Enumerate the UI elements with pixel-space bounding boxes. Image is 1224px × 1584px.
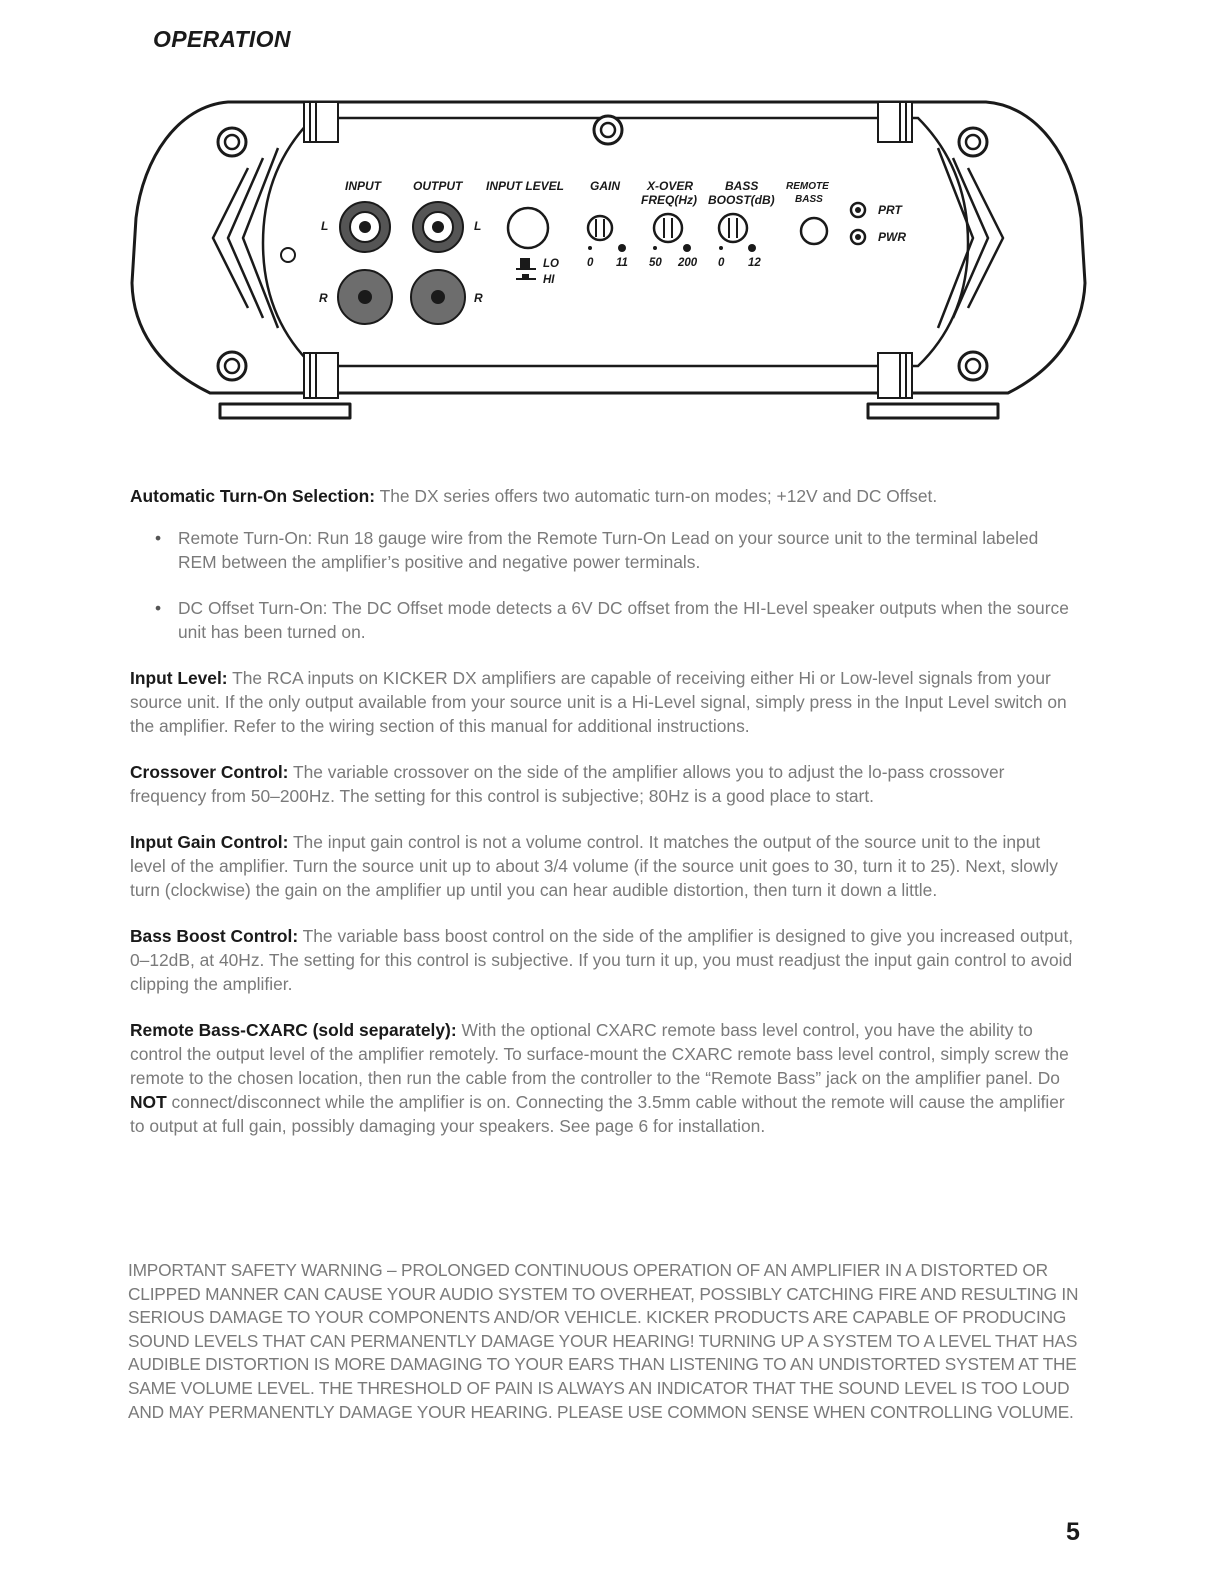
operation-text — [130, 484, 1075, 1138]
text-input-level: The RCA inputs on KICKER DX amplifiers are capable of receiving either Hi or Low-level signals from your source unit. If the only output available from your source unit is a Hi-Level signal, simply press in the Input Level switch on the amplifier. Refer to the wiring section of this manual for additional instructions. — [130, 668, 1067, 736]
label-pwr: PWR — [878, 230, 906, 244]
text-auto-turn-on: The DX series offers two automatic turn-on modes; +12V and DC Offset. — [375, 486, 938, 506]
term-remote-bass: Remote Bass-CXARC (sold separately): — [130, 1020, 457, 1040]
term-auto-turn-on: Automatic Turn-On Selection: — [130, 486, 376, 506]
text-remote-bass-1: With the optional CXARC remote bass level control, you have the ability to control the output level of the amplifier remotely. To surface-mount the CXARC remote bass level control, simply screw the remote to the chosen location, then run the cable from the controller to the “Remote Bass” jack on the amplifier panel. Do — [130, 1020, 1069, 1088]
label-bass: BASS — [725, 179, 759, 193]
gain-max-tick: 11 — [616, 257, 628, 269]
label-input-r: R — [319, 291, 328, 305]
term-input-gain: Input Gain Control: — [130, 832, 289, 852]
label-input-l: L — [321, 219, 329, 233]
label-remote-bass: BASS — [795, 194, 823, 205]
label-input: INPUT — [345, 179, 381, 193]
bass-max-tick: 12 — [748, 257, 761, 269]
label-xover: X-OVER — [647, 179, 694, 193]
bass-min-tick: 0 — [718, 257, 725, 269]
amplifier-panel-diagram — [128, 98, 1088, 428]
rca-input-right-jack[interactable] — [338, 270, 392, 324]
label-output-l: L — [474, 219, 482, 233]
rca-output-left-jack[interactable] — [413, 202, 463, 252]
label-boost-db: BOOST(dB) — [708, 193, 775, 207]
emphasis-not: NOT — [130, 1092, 167, 1112]
label-output: OUTPUT — [413, 179, 463, 193]
xover-max-tick: 200 — [678, 257, 698, 269]
rca-input-left-jack[interactable] — [340, 202, 390, 252]
text-remote-bass-2: connect/disconnect while the amplifier is on. Connecting the 3.5mm cable without the remote will cause the amplifier to output at full gain, possibly damaging your speakers. See page 6 for installation. — [130, 1092, 1065, 1136]
label-hi: HI — [543, 274, 555, 286]
turn-on-modes-list — [130, 526, 1075, 644]
label-prt: PRT — [878, 203, 902, 217]
text-crossover: The variable crossover on the side of the amplifier allows you to adjust the lo-pass crossover frequency from 50–200Hz. The setting for this control is subjective; 80Hz is a good place to start. — [130, 762, 1005, 806]
rca-output-right-jack[interactable] — [411, 270, 465, 324]
label-gain: GAIN — [590, 179, 620, 193]
term-crossover: Crossover Control: — [130, 762, 289, 782]
label-input-level: INPUT LEVEL — [486, 179, 565, 193]
term-bass-boost: Bass Boost Control: — [130, 926, 299, 946]
gain-min-tick: 0 — [587, 257, 594, 269]
paragraph-auto-turn-on — [130, 484, 1075, 508]
paragraph-input-level — [130, 666, 1075, 738]
section-title: OPERATION — [153, 26, 291, 52]
text-input-gain: The input gain control is not a volume control. It matches the output of the source unit to the input level of the amplifier. Turn the source unit up to about 3/4 volume (if the source unit goes to 30, turn it to 25). Next, slowly turn (clockwise) the gain on the amplifier up until you can hear audible distortion, then turn it down a little. — [130, 832, 1058, 900]
label-remote: REMOTE — [786, 181, 829, 192]
protect-led-icon — [851, 203, 865, 217]
label-lo: LO — [543, 258, 559, 270]
page-number: 5 — [1066, 1518, 1080, 1546]
input-level-switch[interactable] — [508, 208, 548, 248]
power-led-icon — [851, 230, 865, 244]
paragraph-bass-boost — [130, 924, 1075, 996]
paragraph-remote-bass — [130, 1018, 1075, 1138]
bullet-dc-offset-turn-on: • DC Offset Turn-On: The DC Offset mode detects a 6V DC offset from the HI-Level speaker outputs when the source unit has been turned on. — [178, 596, 1075, 644]
paragraph-crossover — [130, 760, 1075, 808]
xover-min-tick: 50 — [649, 257, 662, 269]
text-bass-boost: The variable bass boost control on the side of the amplifier is designed to give you increased output, 0–12dB, at 40Hz. The setting for this control is subjective. If you turn it up, you must readjust the input gain control to avoid clipping the amplifier. — [130, 926, 1074, 994]
label-freq-hz: FREQ(Hz) — [641, 193, 697, 207]
label-output-r: R — [474, 291, 483, 305]
remote-bass-jack[interactable] — [801, 218, 827, 244]
bullet-remote-turn-on: • Remote Turn-On: Run 18 gauge wire from the Remote Turn-On Lead on your source unit to the terminal labeled REM between the amplifier’s positive and negative power terminals. — [178, 526, 1075, 574]
safety-warning: IMPORTANT SAFETY WARNING – PROLONGED CONTINUOUS OPERATION OF AN AMPLIFIER IN A DISTORTED OR CLIPPED MANNER CAN CAUSE YOUR AUDIO SYSTEM TO OVERHEAT, POSSIBLY CATCHING FIRE AND RESULTING IN SERIOUS DAMAGE TO YOUR COMPONENTS AND/OR VEHICLE. KICKER PRODUCTS ARE CAPABLE OF PRODUCING SOUND LEVELS THAT CAN PERMANENTLY DAMAGE YOUR HEARING! TURNING UP A SYSTEM TO A LEVEL THAT HAS AUDIBLE DISTORTION IS MORE DAMAGING TO YOUR EARS THAN LISTENING TO AN UNDISTORTED SYSTEM AT THE SAME VOLUME LEVEL. THE THRESHOLD OF PAIN IS ALWAYS AN INDICATOR THAT THE SOUND LEVEL IS TOO LOUD AND MAY PERMANENTLY DAMAGE YOUR HEARING. PLEASE USE COMMON SENSE WHEN CONTROLLING VOLUME. — [128, 1260, 1079, 1422]
paragraph-input-gain — [130, 830, 1075, 902]
term-input-level: Input Level: — [130, 668, 228, 688]
